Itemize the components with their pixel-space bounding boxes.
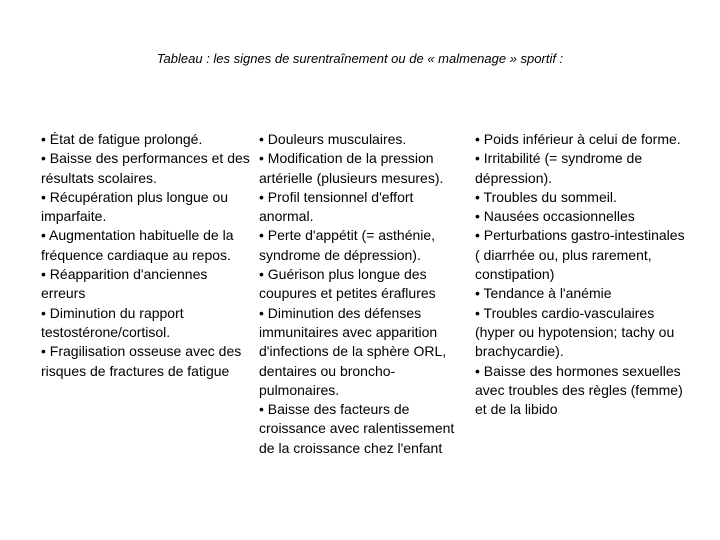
list-item: • Réapparition d'anciennes erreurs [41, 266, 208, 302]
list-item: • Guérison plus longue des coupures et petites éraflures [259, 266, 436, 302]
column-2 [259, 130, 467, 458]
list-item: • Diminution des défenses immunitaires avec apparition d'infections de la sphère ORL, dentaires ou broncho-pulmonaires. [259, 304, 447, 398]
list-item: • Diminution du rapport testostérone/cortisol. [41, 304, 184, 340]
list-item: • État de fatigue prolongé. [41, 131, 203, 147]
list-item: • Profil tensionnel d'effort anormal. [259, 188, 414, 225]
list-item: • Modification de la pression artérielle (plusieurs mesures). [259, 150, 444, 186]
list-item: • Troubles cardio-vasculaires (hyper ou hypotension; tachy ou brachycardie). [475, 304, 675, 360]
table-title: Tableau : les signes de surentraînement ou de « malmenage » sportif : [156, 51, 564, 66]
list-item: • Tendance à l'anémie [475, 285, 612, 302]
column-1 [41, 130, 251, 381]
list-item: • Récupération plus longue ou imparfaite. [41, 188, 229, 225]
list-item: • Fragilisation osseuse avec des risques de fractures de fatigue [41, 343, 242, 379]
list-item: • Irritabilité (= syndrome de dépression). [475, 150, 643, 186]
list-item: • Douleurs musculaires. [259, 131, 407, 147]
list-item: • Perturbations gastro-intestinales ( diarrhée ou, plus rarement, constipation) [475, 227, 685, 283]
list-item: • Poids inférieur à celui de forme. [475, 131, 681, 147]
list-item: • Baisse des performances et des résultats scolaires. [41, 150, 250, 186]
list-item: • Perte d'appétit (= asthénie, syndrome de dépression). [259, 227, 436, 263]
list-item: • Baisse des facteurs de croissance avec ralentissement de la croissance chez l'enfant [259, 401, 455, 456]
signs-table [41, 130, 691, 490]
list-item: • Nausées occasionnelles [475, 208, 635, 225]
list-item: • Troubles du sommeil. [475, 188, 617, 205]
column-3 [475, 130, 691, 419]
list-item: • Baisse des hormones sexuelles avec troubles des règles (femme) et de la libido [475, 362, 683, 418]
list-item: • Augmentation habituelle de la fréquence cardiaque au repos. [41, 227, 234, 263]
